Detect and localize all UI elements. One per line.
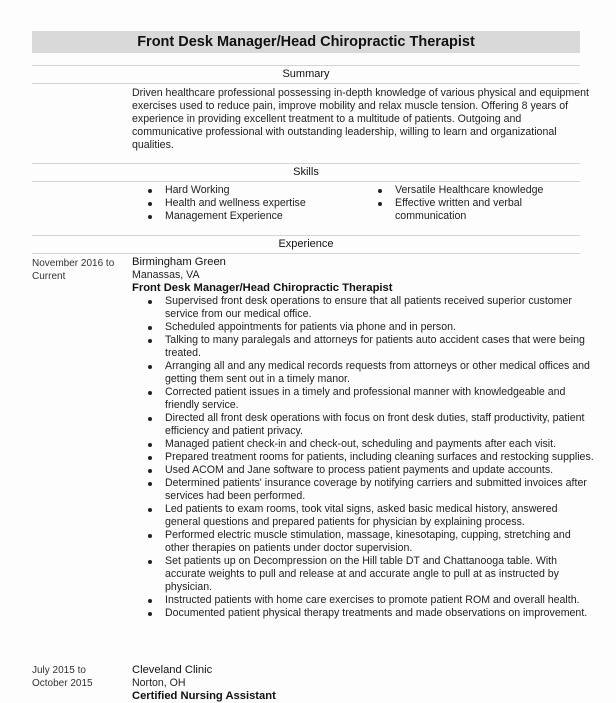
job-entry bbox=[132, 664, 594, 703]
job-bullet: Performed electric muscle stimulation, massage, kinesotaping, cupping, stretching and other therapies on patients under doctor supervision. bbox=[165, 529, 594, 555]
company-name: Birmingham Green bbox=[132, 256, 226, 268]
company-name: Cleveland Clinic bbox=[132, 664, 213, 676]
skill-item: Versatile Healthcare knowledge bbox=[395, 184, 592, 197]
job-bullet: Led patients to exam rooms, took vital signs, asked basic medical history, answered general questions and prepared patients for physician by explaining process. bbox=[165, 503, 594, 529]
date-to: Current bbox=[32, 271, 66, 282]
skills-left bbox=[132, 184, 362, 223]
date-from: July 2015 to bbox=[32, 665, 86, 676]
date-from: November 2016 to bbox=[32, 258, 115, 269]
skill-item: Health and wellness expertise bbox=[165, 197, 362, 210]
job-bullet: Directed all front desk operations with focus on front desk duties, staff productivity, patient efficiency and patient privacy. bbox=[165, 412, 594, 438]
skills-right bbox=[362, 184, 592, 223]
date-to: October 2015 bbox=[32, 678, 93, 689]
job-role: Certified Nursing Assistant bbox=[132, 690, 276, 702]
summary-heading: Summary bbox=[32, 65, 580, 84]
job-location: Norton, OH bbox=[132, 677, 186, 689]
job-location: Manassas, VA bbox=[132, 269, 200, 281]
job-bullet: Talking to many paralegals and attorneys for patients auto accident cases that were being treated. bbox=[165, 334, 594, 360]
job-bullet: Used ACOM and Jane software to process patient payments and update accounts. bbox=[165, 464, 594, 477]
job-bullet: Prepared treatment rooms for patients, including cleaning surfaces and restocking supplies. bbox=[165, 451, 594, 463]
job-bullet: Scheduled appointments for patients via phone and in person. bbox=[165, 321, 594, 334]
job-bullet: Determined patients' insurance coverage by notifying carriers and submitted invoices after services had been performed. bbox=[165, 477, 594, 503]
job-bullet: Set patients up on Decompression on the Hill table DT and Chattanooga table. With accurate weights to pull and release at and accurate angle to pull at as instructed by physician. bbox=[165, 555, 594, 594]
job-dates bbox=[32, 257, 127, 283]
resume-title: Front Desk Manager/Head Chiropractic Therapist bbox=[32, 31, 580, 53]
job-bullets bbox=[132, 295, 594, 620]
job-bullet: Managed patient check-in and check-out, scheduling and payments after each visit. bbox=[165, 438, 594, 451]
experience-heading: Experience bbox=[32, 235, 580, 254]
skill-item: Effective written and verbal communication bbox=[395, 197, 550, 223]
job-bullet: Arranging all and any medical records requests from attorneys or other medical offices and getting them sent out in a timely manor. bbox=[165, 360, 594, 386]
skill-item: Management Experience bbox=[165, 210, 362, 223]
skill-item: Hard Working bbox=[165, 184, 362, 197]
job-bullet: Instructed patients with home care exercises to promote patient ROM and overall health. bbox=[165, 594, 594, 607]
skills-list bbox=[132, 184, 592, 223]
job-dates bbox=[32, 664, 127, 690]
summary-text: Driven healthcare professional possessing in-depth knowledge of various physical and equipment exercises used to reduce pain, improve mobility and relax muscle tension. Offering 8 years of experience in providing excellent treatment to a multitude of patients. Outgoing and communicative professional with outstanding leadership, willing to learn and organizational qualities. bbox=[132, 87, 589, 151]
skills-heading: Skills bbox=[32, 163, 580, 182]
job-entry bbox=[132, 256, 594, 620]
job-bullet: Corrected patient issues in a timely and professional manner with knowledgeable and friendly service. bbox=[165, 386, 594, 412]
job-role: Front Desk Manager/Head Chiropractic Therapist bbox=[132, 282, 393, 294]
job-bullet: Documented patient physical therapy treatments and made observations on improvement. bbox=[165, 607, 594, 620]
job-bullet: Supervised front desk operations to ensure that all patients received superior customer service from our medical office. bbox=[165, 295, 594, 321]
